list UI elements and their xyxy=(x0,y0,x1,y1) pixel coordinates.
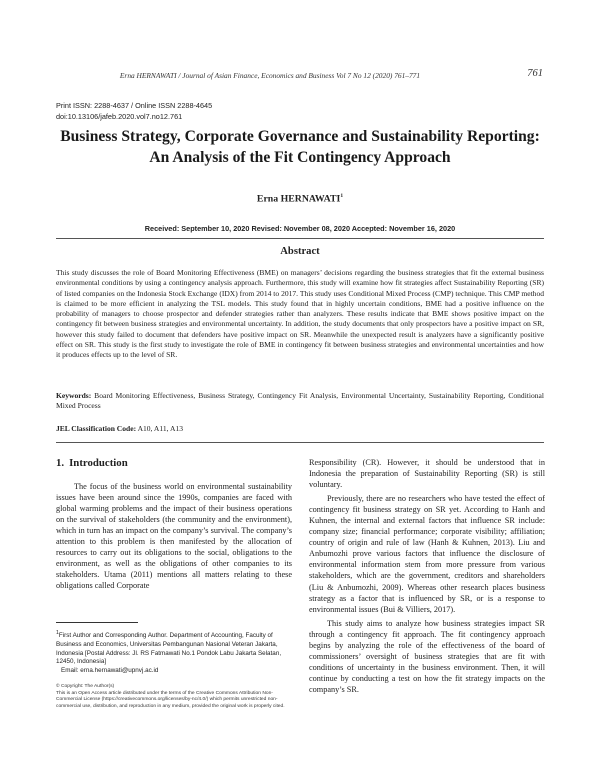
right-column xyxy=(309,457,545,695)
footnote-text: First Author and Corresponding Author. Department of Accounting, Faculty of Business and Economics, Universitas Pembangunan Nasional Veteran Jakarta, Indonesia [Postal Address: Jl. RS Fatmawati No.1 Pondok Labu Jakarta Selatan, 12450, Indonesia] xyxy=(56,632,282,666)
section-number: 1. xyxy=(56,457,65,469)
title-line-2: An Analysis of the Fit Contingency Approach xyxy=(149,148,451,166)
title-line-1: Business Strategy, Corporate Governance and Sustainability Reporting: xyxy=(60,128,540,145)
keywords-text: Board Monitoring Effectiveness, Business Strategy, Contingency Fit Analysis, Environmental Uncertainty, Sustainability Reporting, Conditional Mixed Process xyxy=(56,391,544,411)
abstract-heading: Abstract xyxy=(280,246,320,257)
left-column xyxy=(56,457,292,591)
abstract-text: This study discusses the role of Board Monitoring Effectiveness (BME) on managers’ decisions regarding the business strategies that fit the external business environmental conditions by using a contingency analysis approach. Furthermore, this study will examine how fit strategies affect Sustainability Reporting (SR) of listed companies on the Indonesia Stock Exchange (IDX) from 2014 to 2017. This study uses Conditional Mixed Process (CMP) technique. This CMP method is claimed to be more efficient in analyzing the TSL models. This study found that in highly uncertain conditions, BME had a positive influence on the probability of managers to choose prospector and defender strategies rather than analyzers. These results indicate that BME shows positive impact on the contingency fit between business strategies and environmental uncertainty. In addition, the study documents that only prospectors have a positive impact on SR, however this study failed to document that defenders have positive impact on SR. Meanwhile the unexpected result is analyzers have a significantly positive effect on SR. This study is the first study to investigate the role of BME in contingency fit between business strategies and environmental uncertainties and how it produces effects up to the level of SR. xyxy=(56,268,544,359)
keywords xyxy=(56,391,544,412)
jel-label: JEL Classification Code: xyxy=(56,424,137,433)
author-line xyxy=(56,193,544,204)
running-head: Erna HERNAWATI / Journal of Asian Finance, Economics and Business Vol 7 No 12 (2020) 761–771 xyxy=(119,71,421,80)
jel-codes: A10, A11, A13 xyxy=(136,424,183,433)
author-name: Erna HERNAWATI xyxy=(256,193,341,205)
article-dates: Received: September 10, 2020 Revised: November 08, 2020 Accepted: November 16, 2020 xyxy=(144,224,456,233)
copyright-notice xyxy=(56,684,292,710)
article-title xyxy=(56,127,544,168)
doi-line: doi:10.13106/jafeb.2020.vol7.no12.761 xyxy=(56,111,183,121)
author-footnote-mark: 1 xyxy=(340,193,344,199)
footnote-email: Email: erna.hernawati@upnvj.ac.id xyxy=(61,667,159,675)
introduction-heading xyxy=(56,457,292,469)
publication-info xyxy=(56,101,212,122)
license-text: This is an Open Access article distributed under the terms of the Creative Commons Attribution Non-Commercial License (https://creativecommons.org/licenses/by-nc/4.0/) which permits unrestricted non-commercial use, distribution, and reproduction in any medium, provided the original work is properly cited. xyxy=(56,690,285,709)
introduction-paragraph: The focus of the business world on environmental sustainability issues have been around since the 1990s, companies are faced with global warming problems and the impact of their business operations on the survival of stakeholders (the community and the environment), which in turn has an impact on the company’s survival. The company’s attention to this problem is then manifested by the allocation of resources to carry out its obligations to the social, obligations to the environment, as well as the obligations of other companies to its stakeholders. Utama (2011) mentions all matters relating to these obligations called Corporate xyxy=(56,482,292,591)
section-title: Introduction xyxy=(69,457,128,469)
footnote-mark: 1 xyxy=(56,630,59,636)
author-footnote xyxy=(56,629,292,676)
jel-classification xyxy=(56,424,544,433)
introduction-paragraph: This study aims to analyze how business strategies impact SR through a contingency fit approach. The fit contingency approach begins by analyzing the role of the effectiveness of the board of commissioners’ oversight of business strategies that are fit with conditions of uncertainty in the business environment. Then, it will continue by conducting a test on how the fit strategy impacts on the company’s SR. xyxy=(309,618,545,694)
footnote-divider xyxy=(56,622,138,623)
issn-line: Print ISSN: 2288-4637 / Online ISSN 2288-4645 xyxy=(56,101,213,110)
copyright-line: © Copyright: The Author(s) xyxy=(56,684,115,689)
keywords-label: Keywords: xyxy=(56,391,92,400)
introduction-paragraph-continued: Responsibility (CR). However, it should be understood that in Indonesia the preparation of Sustainability Reporting (SR) is still voluntary. xyxy=(309,458,545,490)
introduction-paragraph: Previously, there are no researchers who have tested the effect of contingency fit business strategy on SR yet. According to Hanh and Kuhnen, the internal and external factors that influence SR include: company size; financial performance; corporate visibility; affiliation; country of origin and rule of law (Hanh & Kuhnen, 2013). Liu and Anbumozhi prove various factors that influence the disclosure of environmental information stem from more pressure from various stakeholders, which are the government, creditors and shareholders (Liu & Anbumozhi, 2009). Whereas other research places business strategy as a factor that is influenced by SR, or is a response to environmental issues (Bui & Villiers, 2017). xyxy=(309,494,545,614)
divider-bottom xyxy=(56,442,544,443)
divider-top xyxy=(56,238,544,239)
page-number: 761 xyxy=(527,68,543,79)
